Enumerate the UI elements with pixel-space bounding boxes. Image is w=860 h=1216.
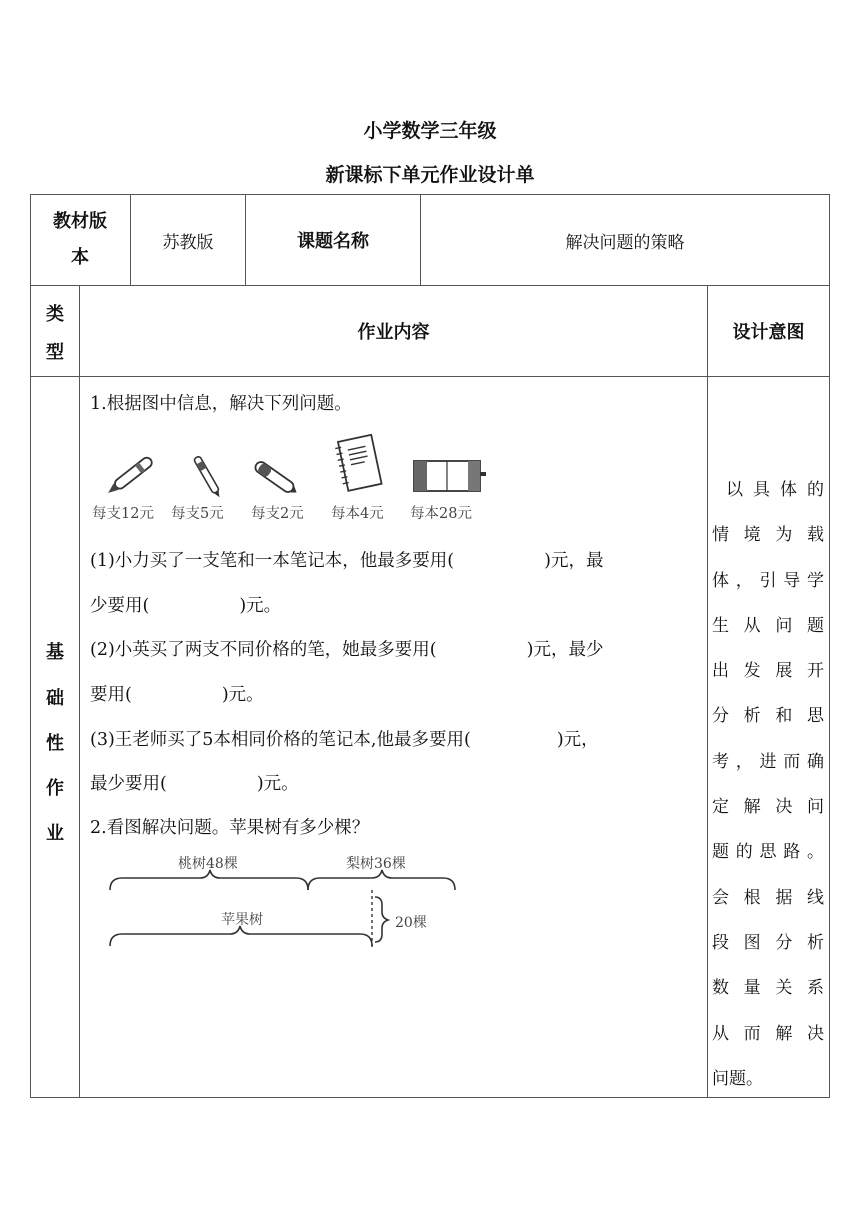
page-subtitle: 新课标下单元作业设计单 [325, 164, 535, 186]
price-label: 每支12元 [92, 506, 154, 522]
binder-notebook-icon [410, 458, 488, 496]
category-char: 业 [46, 823, 64, 844]
fountain-pen-icon [100, 450, 162, 500]
difference-label: 20棵 [395, 915, 427, 931]
page-title: 小学数学三年级 [363, 120, 497, 142]
peach-label: 桃树48棵 [178, 856, 238, 872]
table-border-bottom [30, 1097, 830, 1098]
spiral-notebook-icon [333, 432, 385, 496]
price-label: 每本4元 [331, 506, 384, 522]
category-char: 础 [46, 688, 64, 709]
textbook-label: 教材版 本 [53, 211, 107, 268]
pear-label: 梨树36棵 [346, 856, 406, 872]
category-char: 作 [46, 778, 64, 799]
price-label: 每支2元 [251, 506, 304, 522]
segment-diagram [100, 850, 470, 955]
category-char: 基 [46, 642, 64, 663]
price-label: 每支5元 [171, 506, 224, 522]
apple-label: 苹果树 [221, 912, 263, 928]
content-label: 作业内容 [357, 322, 430, 343]
q1-stem: 1.根据图中信息，解决下列问题。 [90, 394, 352, 414]
price-label: 每本28元 [410, 506, 472, 522]
table-border-right [829, 194, 830, 1098]
q2-stem: 2.看图解决问题。苹果树有多少棵？ [90, 818, 370, 838]
intent-label: 设计意图 [732, 322, 805, 343]
q1-sub2-line1: (2)小英买了两支不同价格的笔，她最多要用( )元，最少 [90, 640, 604, 660]
type-label: 类 型 [46, 304, 64, 363]
textbook-value: 苏教版 [162, 232, 214, 253]
marker-pen-icon [248, 455, 302, 501]
q1-sub1-line2: 少要用( )元。 [90, 596, 282, 616]
ballpoint-pen-icon [186, 448, 226, 502]
body-divider-2 [707, 285, 708, 1098]
topic-value: 解决问题的策略 [565, 232, 685, 253]
table-border-row2 [30, 376, 830, 377]
q1-sub3-line2: 最少要用( )元。 [90, 774, 299, 794]
q1-sub1-line1: (1)小力买了一支笔和一本笔记本，他最多要用( )元，最 [90, 551, 604, 571]
q1-sub2-line2: 要用( )元。 [90, 685, 264, 705]
category-char: 性 [46, 733, 64, 754]
design-intent: 以具体的 情境为载 体，引导学 生从问题 出发展开 分析和思 考，进而确 定解决问 题的思路。 会根据线 段图分析 数量关系 从而解决 问题。 [712, 480, 824, 1089]
q1-sub3-line1: (3)王老师买了5本相同价格的笔记本,他最多要用( )元， [90, 730, 599, 750]
topic-label: 课题名称 [297, 231, 369, 252]
